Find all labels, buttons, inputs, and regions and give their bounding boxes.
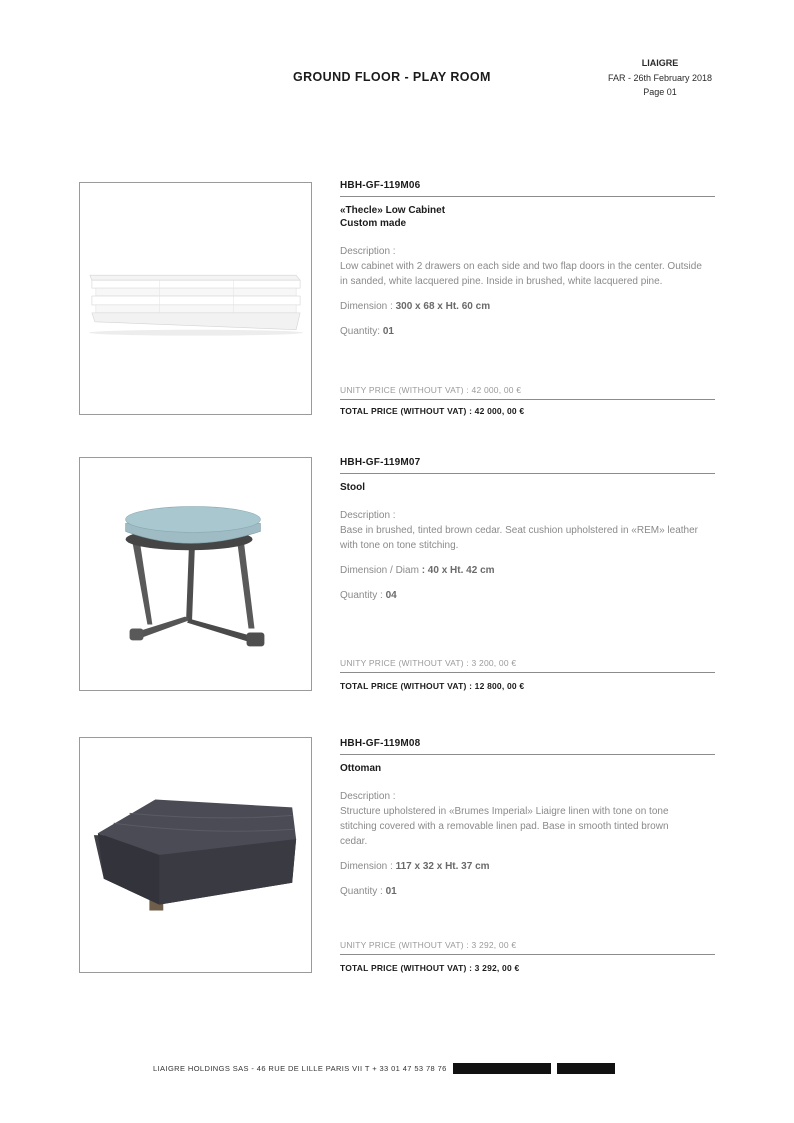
reference-date: FAR - 26th February 2018 [607, 72, 713, 83]
dimension-label: Dimension / Diam [340, 565, 422, 576]
stool-illustration [80, 458, 311, 690]
dimension-value: 300 x 68 x Ht. 60 cm [395, 301, 491, 312]
product-reference: HBH-GF-119M08 [340, 738, 715, 755]
quantity-row [340, 324, 715, 339]
dimension-row [340, 299, 715, 314]
dimension-row [340, 563, 715, 578]
product-name-line-1: Stool [340, 482, 365, 493]
product-name-line-1: «Thecle» Low Cabinet [340, 205, 446, 216]
dimension-value: 117 x 32 x Ht. 37 cm [395, 861, 490, 872]
description-text: Structure upholstered in «Brumes Imperial» Liaigre linen with tone on tone stitching covered with a removable linen pad. Base in smooth tinted brown cedar. [340, 806, 669, 847]
cabinet-details [340, 180, 715, 416]
product-name-line-2: Custom made [340, 218, 407, 229]
cabinet-image [79, 182, 312, 415]
document-meta [590, 56, 730, 100]
cabinet-illustration [80, 183, 311, 414]
total-price: TOTAL PRICE (WITHOUT VAT) : 42 000, 00 € [340, 406, 525, 416]
unity-price: UNITY PRICE (WITHOUT VAT) : 3 292, 00 € [340, 940, 715, 955]
footer-company-address: LIAIGRE HOLDINGS SAS - 46 RUE DE LILLE PARIS VII T + 33 01 47 53 78 76 [153, 1064, 447, 1073]
total-price: TOTAL PRICE (WITHOUT VAT) : 3 292, 00 € [340, 963, 520, 973]
redaction-bar [453, 1063, 551, 1074]
dimension-label: Dimension : [340, 861, 396, 872]
unity-price: UNITY PRICE (WITHOUT VAT) : 42 000, 00 € [340, 385, 715, 400]
brand-name: LIAIGRE [641, 58, 679, 68]
description-text: Low cabinet with 2 drawers on each side and two flap doors in the center. Outside in sanded, white lacquered pine. Inside in brushed, white lacquered pine. [340, 261, 702, 287]
dimension-label: Dimension : [340, 301, 396, 312]
footer [153, 1063, 615, 1074]
quantity-value: 01 [385, 886, 397, 897]
dimension-value: : 40 x Ht. 42 cm [421, 565, 495, 576]
product-name-line-1: Ottoman [340, 763, 382, 774]
quantity-row [340, 884, 715, 899]
product-name [340, 762, 715, 775]
product-reference: HBH-GF-119M06 [340, 180, 715, 197]
page-title: GROUND FLOOR - PLAY ROOM [293, 70, 491, 84]
description-text: Base in brushed, tinted brown cedar. Seat cushion upholstered in «REM» leather with tone on tone stitching. [340, 525, 698, 551]
description-label: Description : [340, 246, 396, 257]
page-number: Page 01 [643, 87, 677, 97]
description-label: Description : [340, 791, 396, 802]
dimension-row [340, 859, 715, 874]
quantity-value: 01 [382, 326, 394, 337]
ottoman-illustration [80, 738, 311, 972]
unity-price: UNITY PRICE (WITHOUT VAT) : 3 200, 00 € [340, 658, 715, 673]
ottoman-details [340, 738, 715, 973]
total-price: TOTAL PRICE (WITHOUT VAT) : 12 800, 00 € [340, 681, 525, 691]
product-name [340, 481, 715, 494]
product-name [340, 204, 715, 230]
quantity-label: Quantity : [340, 886, 386, 897]
quantity-value: 04 [385, 590, 397, 601]
ottoman-image [79, 737, 312, 973]
quantity-row [340, 588, 715, 603]
stool-image [79, 457, 312, 691]
description-label: Description : [340, 510, 396, 521]
quantity-label: Quantity: [340, 326, 383, 337]
quantity-label: Quantity : [340, 590, 386, 601]
product-reference: HBH-GF-119M07 [340, 457, 715, 474]
stool-details [340, 457, 715, 691]
redaction-bar [557, 1063, 615, 1074]
